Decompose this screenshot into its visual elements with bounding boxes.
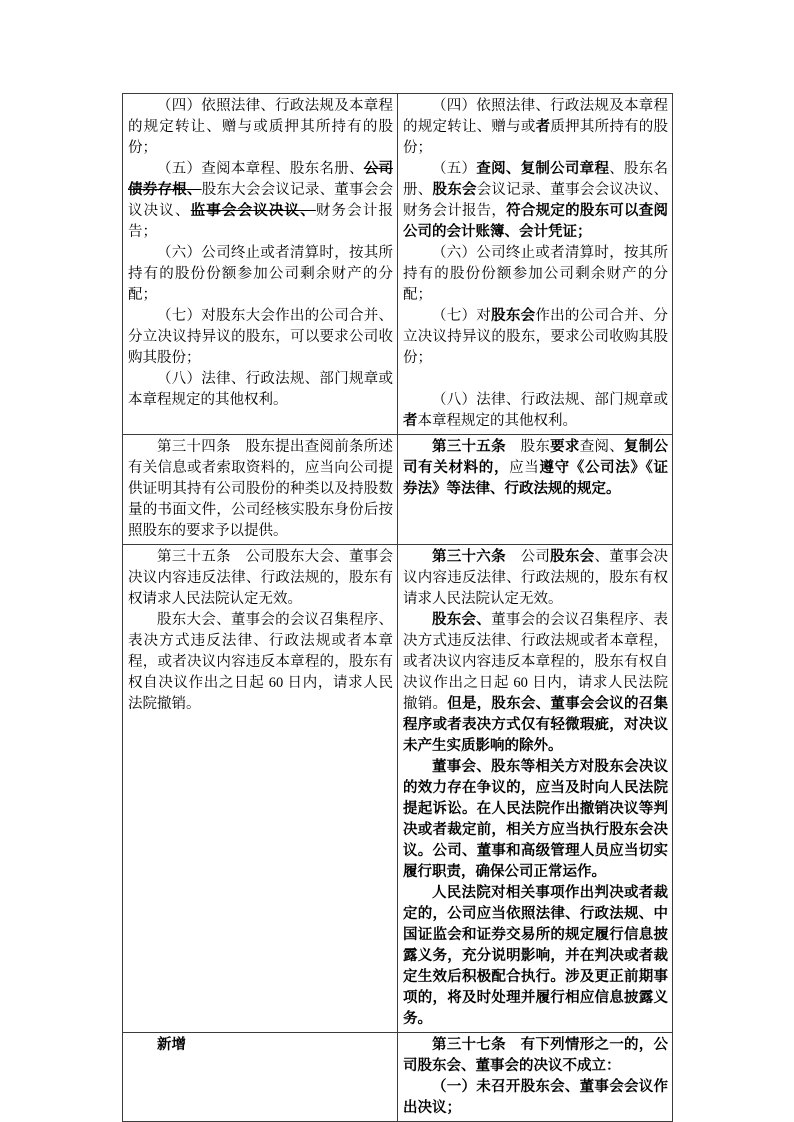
paragraph [403,437,668,500]
text-run: （八）法律、行政法规、部门规章或本章程规定的其他权利。 [128,371,393,408]
revised-text: 股东会 [491,308,536,324]
revised-text: 股东会 [550,549,595,565]
revised-text: 但是，股东会、董事会会议的召集程序或者表决方式仅有轻微瑕疵，对决议未产生实质影响的除外。 [403,696,669,754]
new-text-cell [398,94,673,435]
text-run: 应当 [509,460,540,476]
revised-text: 者 [403,413,418,429]
revised-text: 要求 [550,439,580,455]
old-text-cell [123,435,398,545]
paragraph [403,547,668,610]
paragraph [128,547,393,610]
comparison-table [122,93,673,1122]
text-run: 股东大会、董事会的会议召集程序、表决方式违反法律、行政法规或者本章程，或者决议内容违反本章程的，股东有权自决议作出之日起 60 日内，请求人民法院撤销。 [128,612,393,712]
deleted-text: 监事会会议决议、 [190,203,316,219]
paragraph [403,610,668,757]
paragraph [128,610,393,715]
text-run: （四）依照法律、行政法规及本章程的规定转让、赠与或质押其所持有的股份； [128,98,393,156]
revised-text: 第三十六条 [432,549,506,565]
text-run: （八）法律、行政法规、部门规章或 [432,392,668,408]
revised-text: 符合规定的股东可以查阅公司的会计账簿、会计凭证； [403,203,669,240]
text-run: 股东大会会议记录、董事会会议决议、 [128,182,394,219]
revised-text: 股东会、 [432,612,492,628]
paragraph [128,369,393,411]
paragraph [403,306,668,369]
paragraph [128,1035,393,1056]
text-run: 、董事会决议内容违反法律、行政法规的，股东有权请求人民法院认定无效。 [403,549,669,607]
paragraph [403,159,668,243]
revised-text: 第三十五条 [432,439,506,455]
revised-text: 股东会 [432,182,477,198]
old-text-cell [123,94,398,435]
text-run: （六）公司终止或者清算时，按其所持有的股份份额参加公司剩余财产的分配； [128,245,393,303]
table-row-3 [123,545,673,1033]
paragraph [403,1035,668,1077]
table-row-4 [123,1033,673,1122]
text-run: （五）查阅本章程、股东名册、 [157,161,364,177]
revised-text: 者 [535,119,551,135]
paragraph [403,369,668,390]
revised-text: 人民法院对相关事项作出判决或者裁定的，公司应当依照法律、行政法规、中国证监会和证券交易所的规定履行信息披露义务，充分说明影响，并在判决或者裁定生效后积极配合执行。涉及更正前期事项的，将及时处理并履行相应信息披露义务。 [403,885,668,1027]
paragraph [403,390,668,432]
text-run: 作出的公司合并、分立决议持异议的股东，要求公司收购其股份； [403,308,669,366]
old-text-cell [123,545,398,1033]
paragraph [128,306,393,369]
text-run: 公司 [505,549,551,565]
text-run: 、股东名册、 [403,161,669,198]
old-text-cell [123,1033,398,1122]
text-run: （五） [432,161,477,177]
revised-text: 查阅、复制公司章程 [476,161,610,177]
revised-text: （一）未召开股东会、董事会会议作出决议； [403,1079,668,1116]
paragraph [403,757,668,883]
new-text-cell [398,435,673,545]
revised-text: 新增 [157,1037,186,1053]
paragraph [403,1077,668,1119]
text-run: 本章程规定的其他权利。 [417,413,577,429]
paragraph [403,883,668,1030]
text-run: 查阅、 [579,439,625,455]
paragraph [128,159,393,243]
text-run: 会议记录、董事会会议决议、财务会计报告， [403,182,669,219]
text-run: 董事会的会议召集程序、表决方式违反法律、行政法规或者本章程，或者决议内容违反本章程的，股东有权自决议作出之日起 60 日内，请求人民法院撤销。 [403,612,669,712]
paragraph [403,96,668,159]
text-run: （六）公司终止或者清算时，按其所持有的股份份额参加公司剩余财产的分配； [403,245,668,303]
text-run: （七）对股东大会作出的公司合并、分立决议持异议的股东，可以要求公司收购其股份； [128,308,393,366]
revised-text: 遵守《公司法》《证券法》等法律、行政法规的规定。 [403,460,669,497]
new-text-cell [398,545,673,1033]
revised-text: 董事会、股东等相关方对股东会决议的效力存在争议的，应当及时向人民法院提起诉讼。在人民法院作出撤销决议等判决或者裁定前，相关方应当执行股东会决议。公司、董事和高级管理人员应当切实履行职责，确保公司正常运作。 [403,759,668,880]
deleted-text: 公司债券存根、 [128,161,394,198]
text-run: 第三十五条 公司股东大会、董事会决议内容违反法律、行政法规的，股东有权请求人民法院认定无效。 [128,549,393,607]
text-run: 质押其所持有的股份； [403,119,669,156]
table-row-1 [123,94,673,435]
paragraph [128,437,393,542]
text-run: 财务会计报告； [128,203,393,240]
text-run: （七）对 [432,308,492,324]
paragraph [128,96,393,159]
paragraph [403,243,668,306]
text-run: （四）依照法律、行政法规及本章程的规定转让、赠与或 [403,98,668,135]
table-row-2 [123,435,673,545]
comparison-table-body [123,94,673,1122]
text-run: 第三十四条 股东提出查阅前条所述有关信息或者索取资料的，应当向公司提供证明其持有公司股份的种类以及持股数量的书面文件，公司经核实股东身份后按照股东的要求予以提供。 [128,439,393,539]
revised-text: 第三十七条 有下列情形之一的，公司股东会、董事会的决议不成立： [403,1037,668,1074]
paragraph [128,243,393,306]
text-run: 股东 [505,439,551,455]
revised-text: 复制公司有关材料的， [403,439,669,476]
new-text-cell [398,1033,673,1122]
